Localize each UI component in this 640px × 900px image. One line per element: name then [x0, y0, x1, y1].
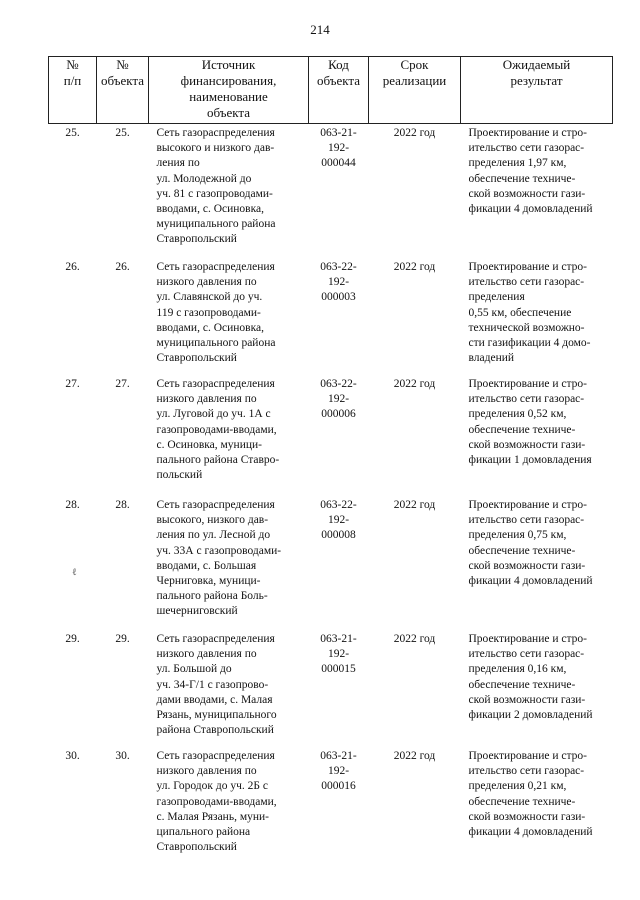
source-name: Сеть газораспределения низкого давления по ул. Славянской до уч. 119 с газопроводами- вводами, с. Осиновка, муниципального района Ставропольский [156, 261, 276, 365]
expected-result: Проектирование и стро- ительство сети газорас- пределения 0,75 км, обеспечение техниче- ской возможности гази- фикации 4 домовладений [468, 499, 593, 588]
header-object-number: № объекта [97, 57, 149, 124]
header-source-name: Источник финансирования, наименование объекта [149, 57, 309, 124]
term: 2022 год [393, 127, 436, 139]
expected-result: Проектирование и стро- ительство сети газорас- пределения 1,97 км, обеспечение техниче- ской возможности гази- фикации 4 домовладений [468, 127, 593, 216]
object-code: 063-21- 192- 000015 [320, 633, 357, 676]
object-code: 063-22- 192- 000008 [320, 499, 357, 542]
table-row [49, 498, 613, 632]
row-number: 26. [65, 261, 80, 273]
object-number: 29. [115, 633, 130, 645]
term: 2022 год [393, 499, 436, 511]
row-number: 30. [65, 750, 80, 762]
table-row [49, 749, 613, 869]
object-code: 063-21- 192- 000016 [320, 750, 357, 793]
row-number: 28. [65, 499, 80, 511]
row-number: 27. [65, 378, 80, 390]
header-term: Срок реализации [369, 57, 461, 124]
object-code: 063-21- 192- 000044 [320, 127, 357, 170]
source-name: Сеть газораспределения высокого и низкого дав- ления по ул. Молодежной до уч. 81 с газопроводами- вводами, с. Осиновка, муниципального района Ставропольский [156, 127, 276, 246]
objects-table [48, 56, 613, 869]
object-number: 30. [115, 750, 130, 762]
expected-result: Проектирование и стро- ительство сети газорас- пределения 0,52 км, обеспечение техниче- ской возможности гази- фикации 1 домовладения [468, 378, 592, 467]
object-code: 063-22- 192- 000003 [320, 261, 357, 304]
header-object-code: Код объекта [309, 57, 369, 124]
table-row [49, 124, 613, 261]
row-number: 25. [65, 127, 80, 139]
source-name: Сеть газораспределения низкого давления по ул. Городок до уч. 2Б с газопроводами-вводами, с. Малая Рязань, муни- ципального района Ставропольский [156, 750, 277, 854]
table-row [49, 632, 613, 749]
source-name: Сеть газораспределения низкого давления по ул. Большой до уч. 34-Г/1 с газопрово- дами вводами, с. Малая Рязань, муниципального района Ставропольский [156, 633, 277, 737]
term: 2022 год [393, 633, 436, 645]
source-name: Сеть газораспределения низкого давления по ул. Луговой до уч. 1А с газопроводами-вводами, с. Осиновка, муници- пального района Ставро- польский [156, 378, 280, 482]
term: 2022 год [393, 378, 436, 390]
table-row [49, 377, 613, 498]
object-code: 063-22- 192- 000006 [320, 378, 357, 421]
table-row [49, 260, 613, 377]
table-header-row [49, 57, 613, 124]
stray-mark: ℓ [72, 567, 77, 578]
page-number: 214 [310, 22, 330, 37]
object-number: 26. [115, 261, 130, 273]
source-name: Сеть газораспределения высокого, низкого дав- ления по ул. Лесной до уч. 33А с газопроводами- вводами, с. Большая Черниговка, муници- пального района Боль- шечерниговский [156, 499, 282, 618]
row-number: 29. [65, 633, 80, 645]
object-number: 28. [115, 499, 130, 511]
term: 2022 год [393, 750, 436, 762]
header-expected-result: Ожидаемый результат [461, 57, 613, 124]
object-number: 27. [115, 378, 130, 390]
object-number: 25. [115, 127, 130, 139]
expected-result: Проектирование и стро- ительство сети газорас- пределения 0,16 км, обеспечение техниче- ской возможности гази- фикации 2 домовладений [468, 633, 593, 722]
expected-result: Проектирование и стро- ительство сети газорас- пределения 0,21 км, обеспечение техниче- ской возможности гази- фикации 4 домовладений [468, 750, 593, 839]
expected-result: Проектирование и стро- ительство сети газорас- пределения 0,55 км, обеспечение технической возможно- сти газификации 4 домо- владений [468, 261, 591, 365]
term: 2022 год [393, 261, 436, 273]
header-row-number: № п/п [49, 57, 97, 124]
